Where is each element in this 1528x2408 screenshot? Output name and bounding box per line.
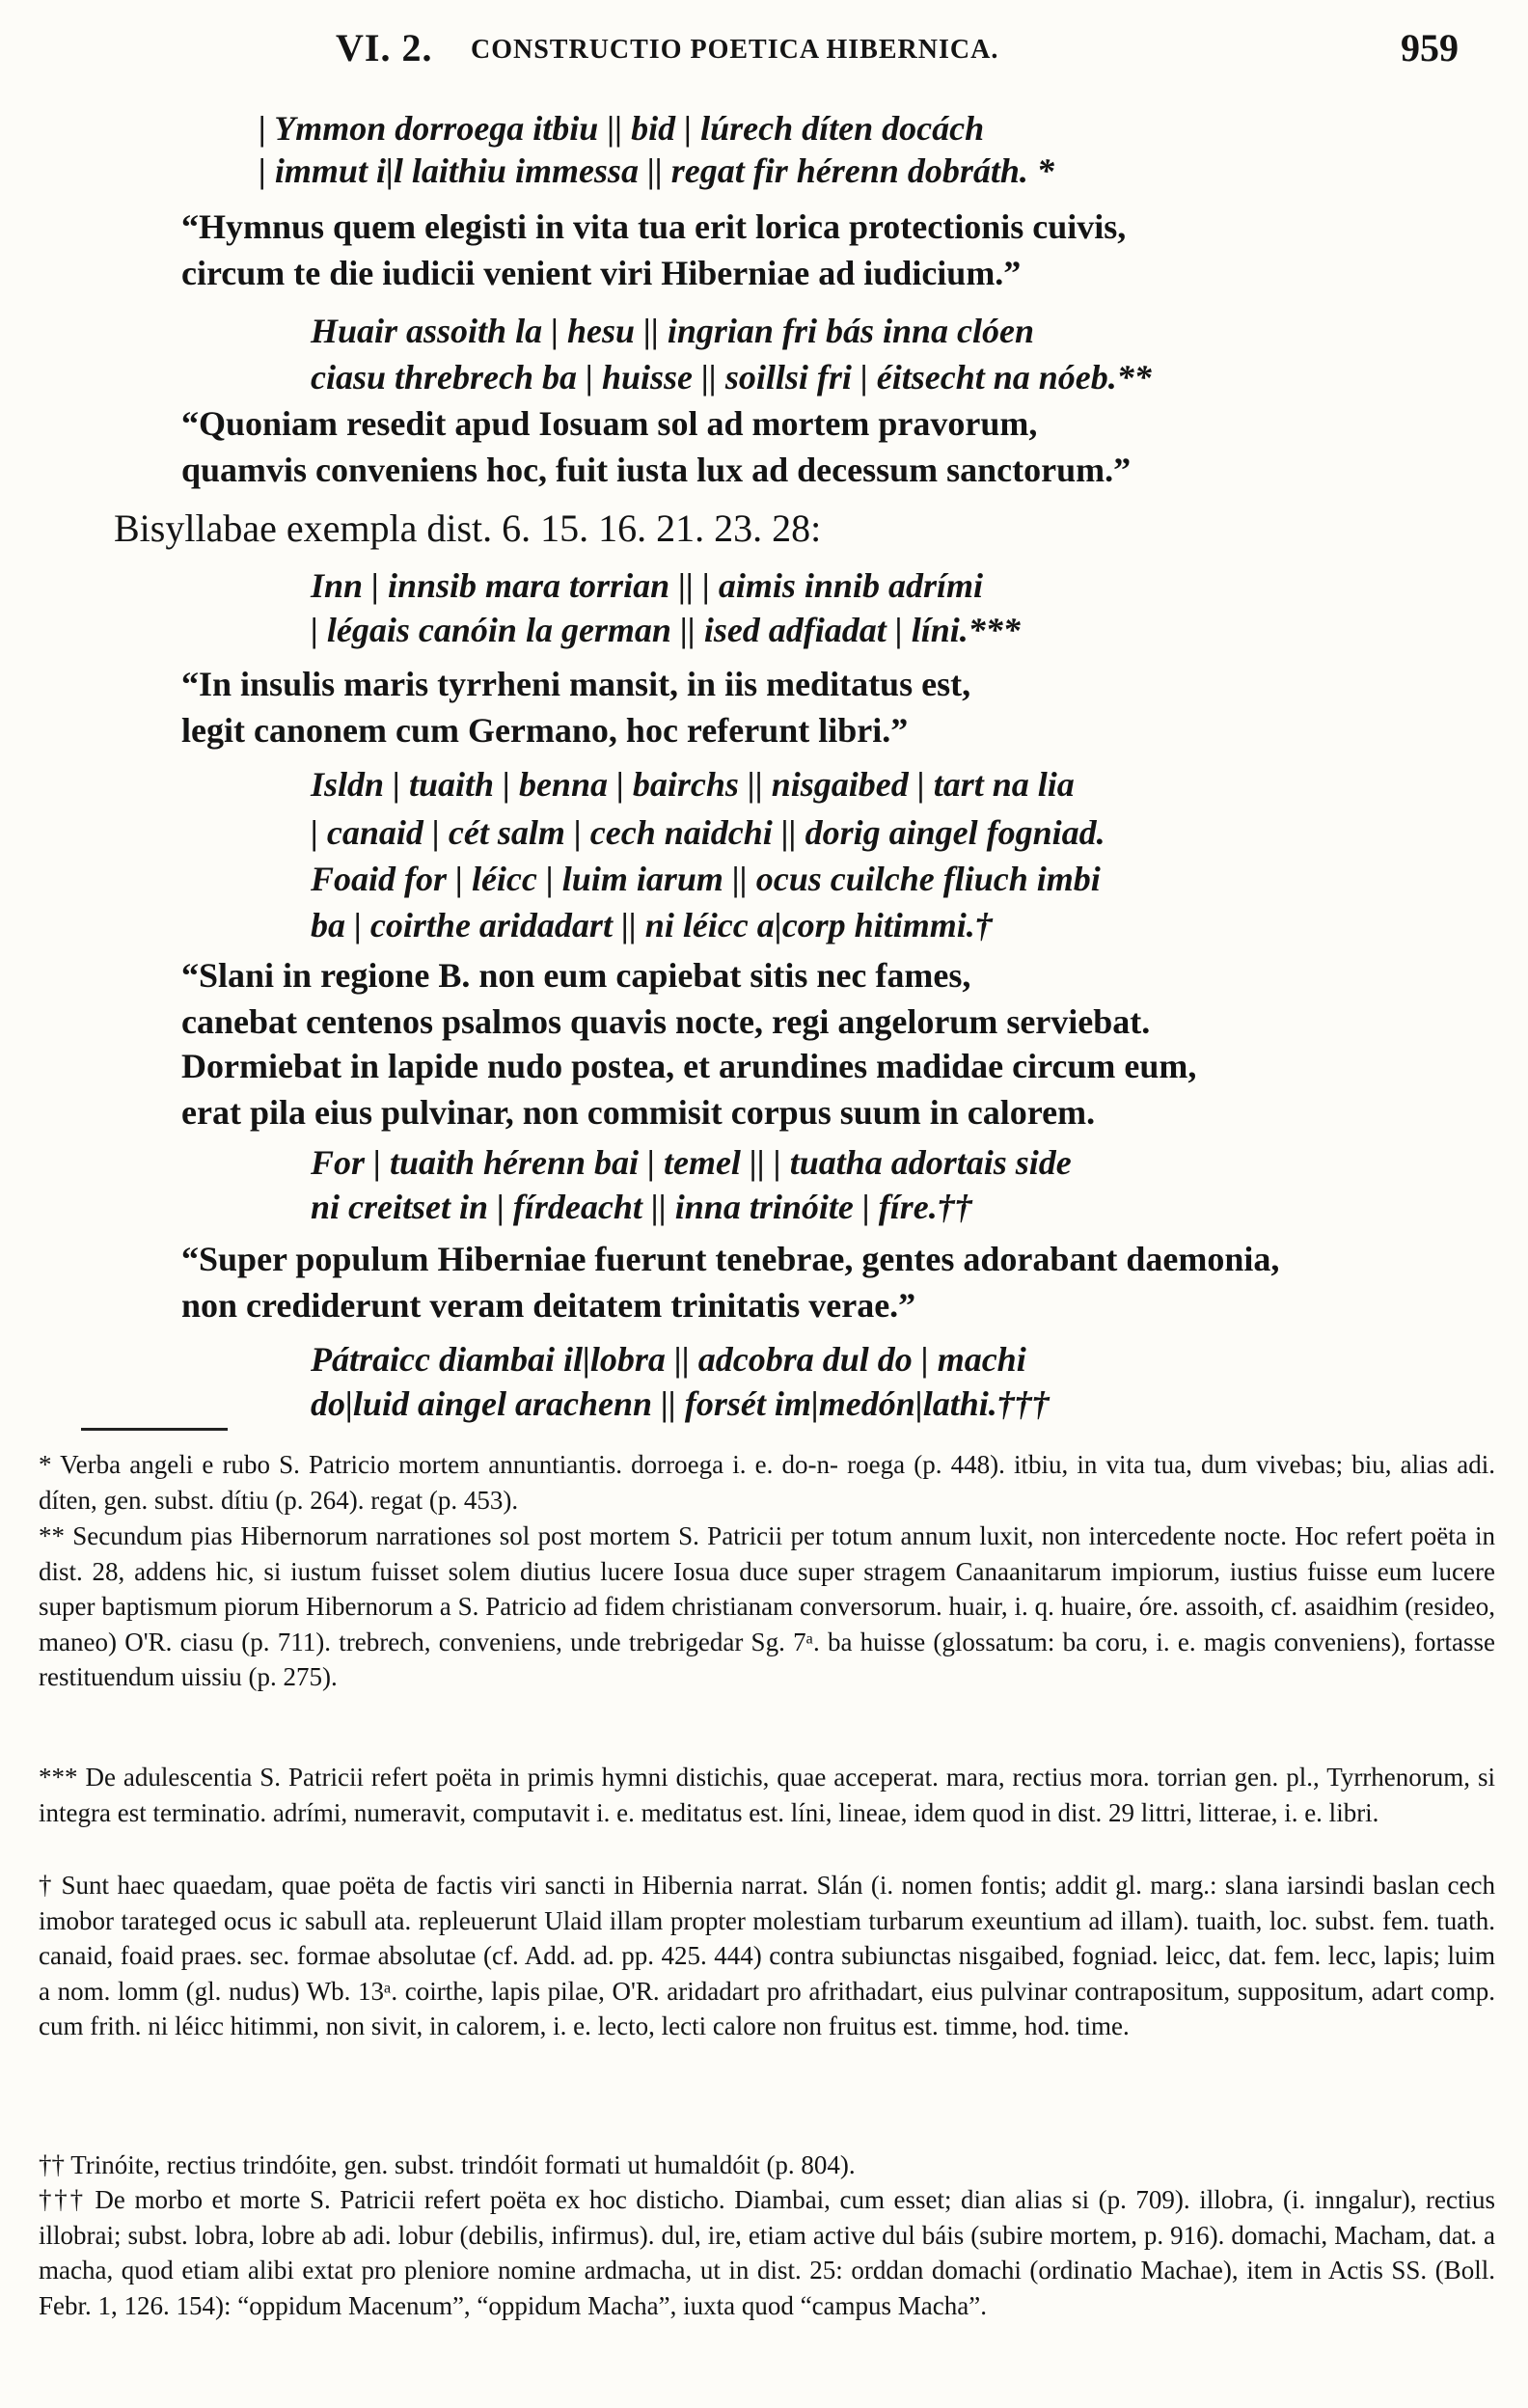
verse-line: Pátraicc diambai il|lobra || adcobra dul do | machi bbox=[311, 1340, 1026, 1379]
translation-line: canebat centenos psalmos quavis nocte, regi angelorum serviebat. bbox=[181, 1002, 1151, 1041]
footnote-4: † Sunt haec quaedam, quae poëta de factis viri sancti in Hibernia narrat. Slán (i. nomen fontis; addit gl. marg.: slana iarsindi baslan cech imobor tarateged ocus ic sabull ata. repleuerunt Ulaid illam propter molestiam turbarum exeuntium ad illam). tuaith, loc. subst. fem. tuath. canaid, foaid praes. sec. formae absolutae (cf. Add. ad. pp. 425. 444) contra subiunctas nisgaibed, fogniad. leicc, dat. fem. lecc, lapis; luim a nom. lomm (gl. nudus) Wb. 13ᵃ. coirthe, lapis pilae, O'R. aridadart pro afrithadart, eius pulvinar contrapositum, suppositum, adart comp. cum frith. ni léicc hitimmi, non sivit, in calorem, i. e. lecto, lecti calore non fruitus est. timme, hod. time. bbox=[39, 1871, 1495, 2041]
verse-line: | immut i|l laithiu immessa || regat fir hérenn dobráth. * bbox=[259, 151, 1054, 190]
translation-line: Dormiebat in lapide nudo postea, et arundines madidae circum eum, bbox=[181, 1047, 1197, 1085]
footnote-1: * Verba angeli e rubo S. Patricio mortem annuntiantis. dorroega i. e. do-n- roega (p. 448). itbiu, in vita tua, dum vivebas; biu, alias adi. díten, gen. subst. dítiu (p. 264). regat (p. 453). bbox=[39, 1450, 1495, 1515]
footnote-divider bbox=[81, 1428, 228, 1431]
verse-line: ni creitset in | fírdeacht || inna trinóite | fíre.†† bbox=[311, 1188, 972, 1226]
verse-line: Isldn | tuaith | benna | bairchs || nisgaibed | tart na lia bbox=[311, 765, 1075, 804]
footnote-3: *** De adulescentia S. Patricii refert poëta in primis hymni distichis, quae acceperat. mara, rectius mora. torrian gen. pl., Tyrrhenorum, si integra est terminatio. adrími, numeravit, computavit i. e. meditatus est. líni, lineae, idem quod in dist. 29 littri, litterae, i. e. libri. bbox=[39, 1763, 1495, 1827]
verse-line: ciasu threbrech ba | huisse || soillsi fri | éitsecht na nóeb.** bbox=[311, 358, 1152, 397]
translation-line: quamvis conveniens hoc, fuit iusta lux ad decessum sanctorum.” bbox=[181, 451, 1132, 489]
verse-line: | canaid | cét salm | cech naidchi || dorig aingel fogniad. bbox=[311, 813, 1105, 852]
verse-line: Inn | innsib mara torrian || | aimis innib adrími bbox=[311, 566, 983, 605]
page-number: 959 bbox=[1401, 26, 1459, 69]
footnote-2: ** Secundum pias Hibernorum narrationes sol post mortem S. Patricii per totum annum luxit, non intercedente nocte. Hoc refert poëta in dist. 28, addens hic, si iustum fuisset solem diutius lucere Iosua duce super stragem Canaanitarum impiorum, iustius fuisse eum lucere super baptismum piorum Hibernorum a S. Patricio ad fidem christianam conversorum. huair, i. q. huaire, óre. assoith, cf. asaidhim (resideo, maneo) O'R. ciasu (p. 711). trebrech, conveniens, unde trebrigedar Sg. 7ᵃ. ba huisse (glossatum: ba coru, i. e. magis conveniens), fortasse restituendum uissiu (p. 275). bbox=[39, 1521, 1495, 1692]
verse-line: | Ymmon dorroega itbiu || bid | lúrech díten docách bbox=[259, 109, 985, 148]
translation-line: “Quoniam resedit apud Iosuam sol ad mortem pravorum, bbox=[181, 404, 1038, 443]
translation-line: “Slani in regione B. non eum capiebat sitis nec fames, bbox=[181, 956, 971, 995]
translation-line: legit canonem cum Germano, hoc referunt libri.” bbox=[181, 711, 909, 750]
section-number: VI. 2. bbox=[336, 26, 433, 69]
translation-line: “In insulis maris tyrrheni mansit, in iis meditatus est, bbox=[181, 665, 971, 703]
translation-line: “Super populum Hiberniae fuerunt tenebrae, gentes adorabant daemonia, bbox=[181, 1240, 1280, 1278]
verse-line: Foaid for | léicc | luim iarum || ocus cuilche fliuch imbi bbox=[311, 860, 1101, 898]
verse-line: do|luid aingel arachenn || forsét im|medón|lathi.††† bbox=[311, 1384, 1050, 1423]
running-head bbox=[0, 19, 1528, 77]
verse-line: ba | coirthe aridadart || ni léicc a|corp hitimmi.† bbox=[311, 906, 993, 944]
section-heading: Bisyllabae exempla dist. 6. 15. 16. 21. 23. 28: bbox=[114, 506, 822, 550]
translation-line: “Hymnus quem elegisti in vita tua erit lorica protectionis cuivis, bbox=[181, 207, 1127, 246]
verse-line: For | tuaith hérenn bai | temel || | tuatha adortais side bbox=[311, 1143, 1072, 1182]
translation-line: non crediderunt veram deitatem trinitatis verae.” bbox=[181, 1286, 916, 1325]
footnote-5: †† Trinóite, rectius trindóite, gen. subst. trindóit formati ut humaldóit (p. 804). bbox=[39, 2150, 856, 2179]
footnote-6: ††† De morbo et morte S. Patricii refert poëta ex hoc disticho. Diambai, cum esset; dian alias si (p. 709). illobra, (i. inngalur), rectius illobrai; subst. lobra, lobre ab adi. lobur (debilis, infirmus). dul, ire, etiam active dul báis (subire mortem, p. 916). domachi, Macham, dat. a macha, quod etiam alibi extat pro pleniore nomine ardmacha, ut in dist. 25: orddan domachi (ordinatio Machae), item in Actis SS. (Boll. Febr. 1, 126. 154): “oppidum Macenum”, “oppidum Macha”, iuxta quod “campus Macha”. bbox=[39, 2185, 1495, 2320]
verse-line: | légais canóin la german || ised adfiadat | líni.*** bbox=[311, 611, 1021, 649]
translation-line: circum te die iudicii venient viri Hiberniae ad iudicium.” bbox=[181, 254, 1022, 292]
verse-line: Huair assoith la | hesu || ingrian fri bás inna clóen bbox=[311, 312, 1034, 350]
translation-line: erat pila eius pulvinar, non commisit corpus suum in calorem. bbox=[181, 1093, 1096, 1132]
chapter-title: CONSTRUCTIO POETICA HIBERNICA. bbox=[471, 35, 999, 65]
